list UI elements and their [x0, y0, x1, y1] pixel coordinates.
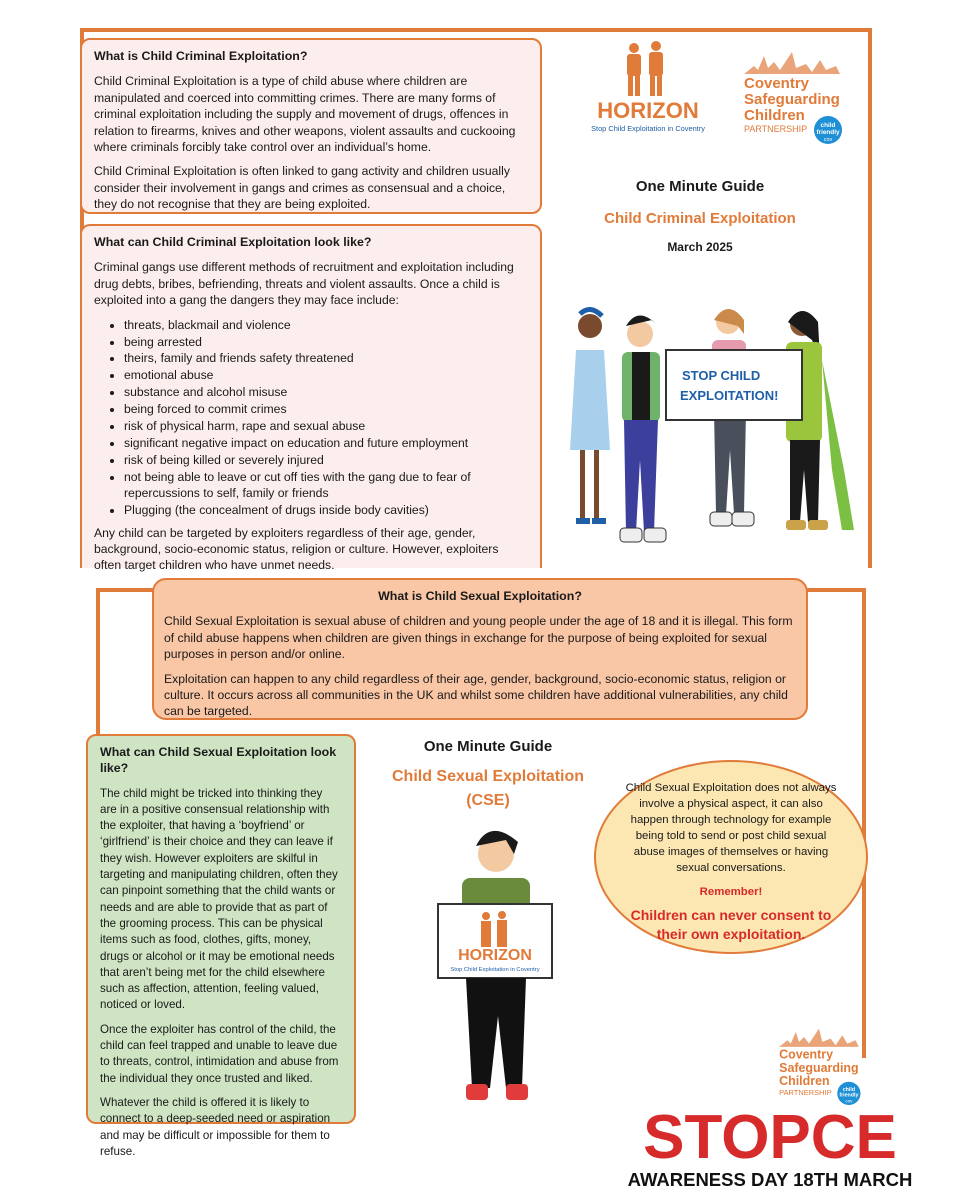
cce-signs-title: What can Child Criminal Exploitation look like?	[94, 235, 372, 249]
list-item: • threats, blackmail and violence	[124, 317, 528, 333]
boy-with-placard-illustration	[430, 826, 560, 1110]
list-item: • Plugging (the concealment of drugs inside body cavities)	[124, 502, 528, 518]
badge-text: child	[820, 122, 836, 129]
cce-definition-paragraph-2: Child Criminal Exploitation is often linked to gang activity and children usually consider their involvement in gangs and crimes as consensual and a choice, they do not recognise that they are being exploited.	[94, 164, 510, 212]
silhouette-icon	[627, 41, 663, 96]
skyline-icon	[744, 52, 840, 74]
guide-heading-top	[590, 178, 810, 195]
guide-heading-bottom: One Minute Guide	[423, 738, 553, 755]
child-figure	[570, 309, 610, 524]
logo-line: Coventry	[744, 75, 810, 92]
cse-signs-title: What can Child Sexual Exploitation look like?	[100, 745, 337, 776]
placard-line: STOP CHILD	[682, 368, 761, 383]
placard-horizon-wordmark: HORIZON	[458, 947, 532, 964]
child-figure	[620, 315, 666, 542]
horizon-logo	[584, 40, 712, 136]
cse-signs-paragraph-3: Whatever the child is offered it is likely to connect to a deep-seeded need or aspiration and may be difficult or impossible for them to refuse.	[100, 1095, 331, 1158]
cce-signs-box	[80, 224, 542, 573]
horizon-tagline: Stop Child Exploitation in Coventry	[591, 124, 705, 133]
badge-text: cov	[823, 137, 833, 143]
logo-line: PARTNERSHIP	[744, 124, 808, 134]
logo-line: Safeguarding	[779, 1060, 859, 1075]
logo-line: Coventry	[779, 1047, 834, 1062]
guide-date: March 2025	[667, 240, 733, 254]
cce-definition-box	[80, 38, 542, 214]
cce-dangers-list	[124, 317, 528, 519]
cce-definition-paragraph-1: Child Criminal Exploitation is a type of child abuse where children are manipulated and coerced into committing crimes. There are many forms of criminal exploitation including the supply and movement of drugs, offences in relation to firearms, knives and other weapons, violent assaults and cuckooing where criminals forcibly take control over an individual’s home.	[94, 74, 516, 155]
cse-signs-box	[86, 734, 356, 1158]
coventry-safeguarding-logo	[740, 44, 844, 150]
bubble-remember: Remember!	[699, 886, 763, 898]
stopce-tagline: AWARENESS DAY 18TH MARCH	[627, 1169, 913, 1190]
stopce-wordmark: STOPCE	[643, 1103, 897, 1172]
list-item: • risk of being killed or severely injured	[124, 452, 528, 468]
badge-text: friendly	[839, 1092, 859, 1099]
cce-signs-intro: Criminal gangs use different methods of recruitment and exploitation including drug debts, bribes, befriending, threats and violent assaults. Once a child is exploited into a gang the dangers they may face include:	[94, 260, 514, 308]
bubble-text: Child Sexual Exploitation does not always involve a physical aspect, it can also happen through technology for example being told to send or post child sexual abuse images of themselves or having sexual conversations.	[625, 782, 837, 874]
list-item: • theirs, family and friends safety threatened	[124, 350, 528, 366]
cse-signs-paragraph-2: Once the exploiter has control of the child, the child can feel trapped and unable to leave due to threats, control, intimidation and abuse from the individual they once trusted and liked.	[100, 1022, 339, 1085]
cse-definition-title: What is Child Sexual Exploitation?	[378, 589, 582, 603]
list-item: • not being able to leave or cut off ties with the gang due to fear of repercussions to self, family or friends	[124, 469, 528, 502]
bubble-warning: Children can never consent to their own exploitation.	[630, 907, 832, 942]
list-item: • emotional abuse	[124, 367, 528, 383]
logo-line: Safeguarding	[744, 91, 840, 108]
list-item: • significant negative impact on education and future employment	[124, 435, 528, 451]
stop-exploitation-placard	[666, 350, 802, 420]
placard-line: EXPLOITATION!	[680, 388, 779, 403]
guide-title: One Minute Guide	[635, 178, 765, 195]
stopce-awareness-logo	[620, 1100, 920, 1192]
guide-subtitle-bottom: Child Sexual Exploitation	[391, 768, 585, 785]
cce-definition-title: What is Child Criminal Exploitation?	[94, 49, 308, 63]
speech-bubble	[594, 760, 868, 954]
cse-definition-paragraph-2: Exploitation can happen to any child regardless of their age, gender, background, socio-economic status, religion or culture. It occurs across all communities in the UK and whilst some children have additional vulnerabilities, any child can be targeted.	[164, 671, 788, 719]
placard-horizon-tagline: Stop Child Exploitation in Coventry	[450, 967, 540, 973]
list-item: • substance and alcohol misuse	[124, 384, 528, 400]
badge-text: friendly	[816, 129, 840, 136]
logo-line: Children	[779, 1074, 830, 1089]
children-protest-illustration	[568, 300, 862, 552]
cse-signs-paragraph-1: The child might be tricked into thinking they are in a positive consensual relationship with the exploiter, that having a ‘boyfriend’ or ‘girlfriend’ is their choice and they can leave if they wish. However exploiters are skilful in targeting and manipulating children, often they can pinpoint something that the child wants or needs and are able to provide that as part of the grooming process. This can be physical items such as food, clothes, gifts, money, drugs or alcohol or it may be emotional needs that aren’t being met for the child elsewhere such as affection, attention, feeling valued, noticed or loved.	[100, 786, 338, 1012]
list-item: • risk of physical harm, rape and sexual abuse	[124, 418, 528, 434]
badge-text: child	[842, 1086, 856, 1093]
cse-definition-box	[152, 578, 808, 720]
horizon-wordmark: HORIZON	[597, 98, 699, 123]
guide-subtitle-bottom-cse: (CSE)	[466, 792, 510, 809]
skyline-icon	[779, 1029, 859, 1047]
logo-line: Children	[744, 107, 805, 124]
coventry-safeguarding-logo-bottom	[772, 1022, 866, 1110]
guide-subtitle-top: Child Criminal Exploitation	[604, 210, 796, 227]
list-item: • being arrested	[124, 334, 528, 350]
logo-line: PARTNERSHIP	[779, 1088, 832, 1098]
cce-signs-outro: Any child can be targeted by exploiters regardless of their age, gender, background, socio-economic status, religion or culture. However, exploiters often target children who have unmet needs.	[94, 525, 499, 573]
badge-text: cov	[845, 1098, 853, 1104]
list-item: • being forced to commit crimes	[124, 401, 528, 417]
cse-definition-paragraph-1: Child Sexual Exploitation is sexual abuse of children and young people under the age of 18 and it is illegal. This form of child abuse happens when children are given things in exchange for the purpose of being exploited for sexual purposes in person and/or online.	[164, 614, 793, 662]
